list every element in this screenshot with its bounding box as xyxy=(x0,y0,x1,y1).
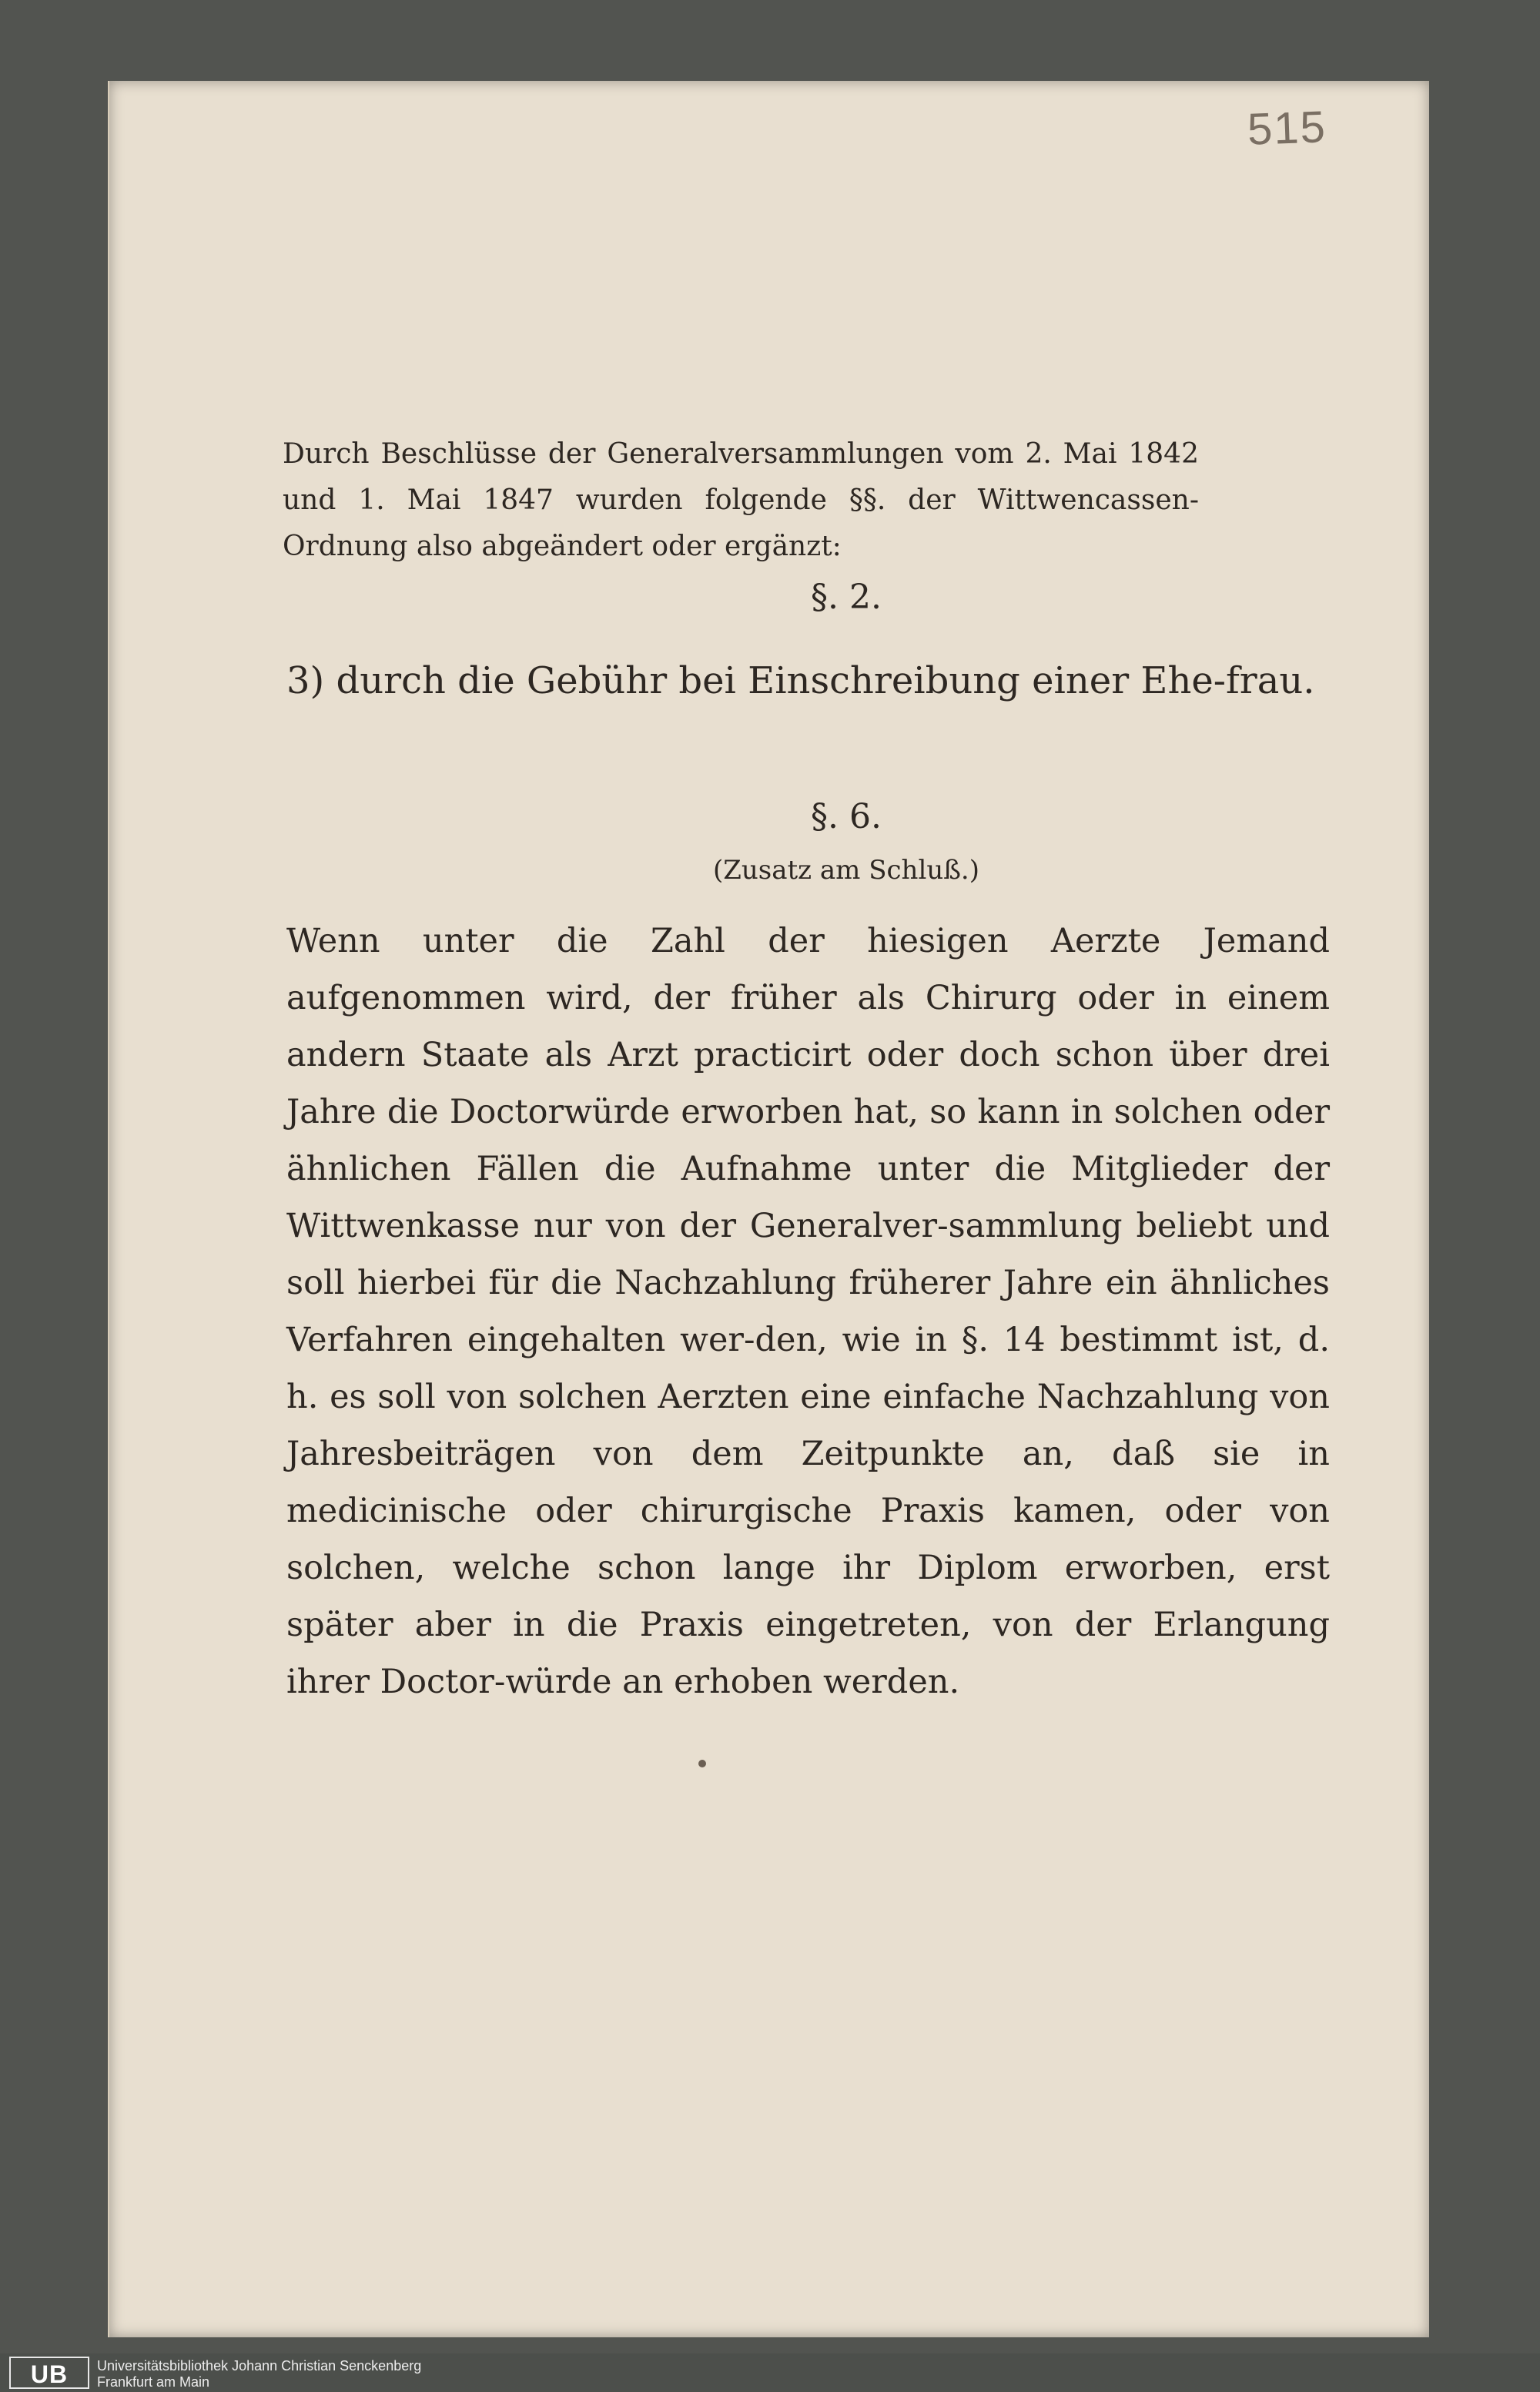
intro-paragraph: Durch Beschlüsse der Generalversammlungen vom 2. Mai 1842 und 1. Mai 1847 wurden folgende §§. der Wittwencassen-Ordnung also abgeändert oder ergänzt: xyxy=(283,438,1199,562)
document-page xyxy=(108,81,1429,2337)
section-6-heading: §. 6. xyxy=(811,797,882,836)
library-city: Frankfurt am Main xyxy=(97,2374,210,2390)
library-name: Universitätsbibliothek Johann Christian Senckenberg xyxy=(97,2358,422,2374)
library-footer xyxy=(0,2353,1540,2392)
folio-number: 515 xyxy=(1246,102,1327,155)
section-6-note: (Zusatz am Schluß.) xyxy=(713,855,979,886)
section-2-text: 3) durch die Gebühr bei Einschreibung einer Ehe-frau. xyxy=(286,659,1315,702)
ub-logo: UB xyxy=(9,2357,89,2389)
ink-dot xyxy=(698,1760,706,1767)
section-6-text: Wenn unter die Zahl der hiesigen Aerzte Jemand aufgenommen wird, der früher als Chirurg oder in einem andern Staate als Arzt practicirt oder doch schon über drei Jahre die Doctorwürde erworben hat, so kann in solchen oder ähnlichen Fällen die Aufnahme unter die Mitglieder der Wittwenkasse nur von der Generalver-sammlung beliebt und soll hierbei für die Nachzahlung früherer Jahre ein ähnliches Verfahren eingehalten wer-den, wie in §. 14 bestimmt ist, d. h. es soll von solchen Aerzten eine einfache Nachzahlung von Jahresbeiträgen von dem Zeitpunkte an, daß sie in medicinische oder chirurgische Praxis kamen, oder von solchen, welche schon lange ihr Diplom erworben, erst später aber in die Praxis eingetreten, von der Erlangung ihrer Doctor-würde an erhoben werden. xyxy=(286,922,1330,1701)
section-2-heading: §. 2. xyxy=(811,578,882,617)
